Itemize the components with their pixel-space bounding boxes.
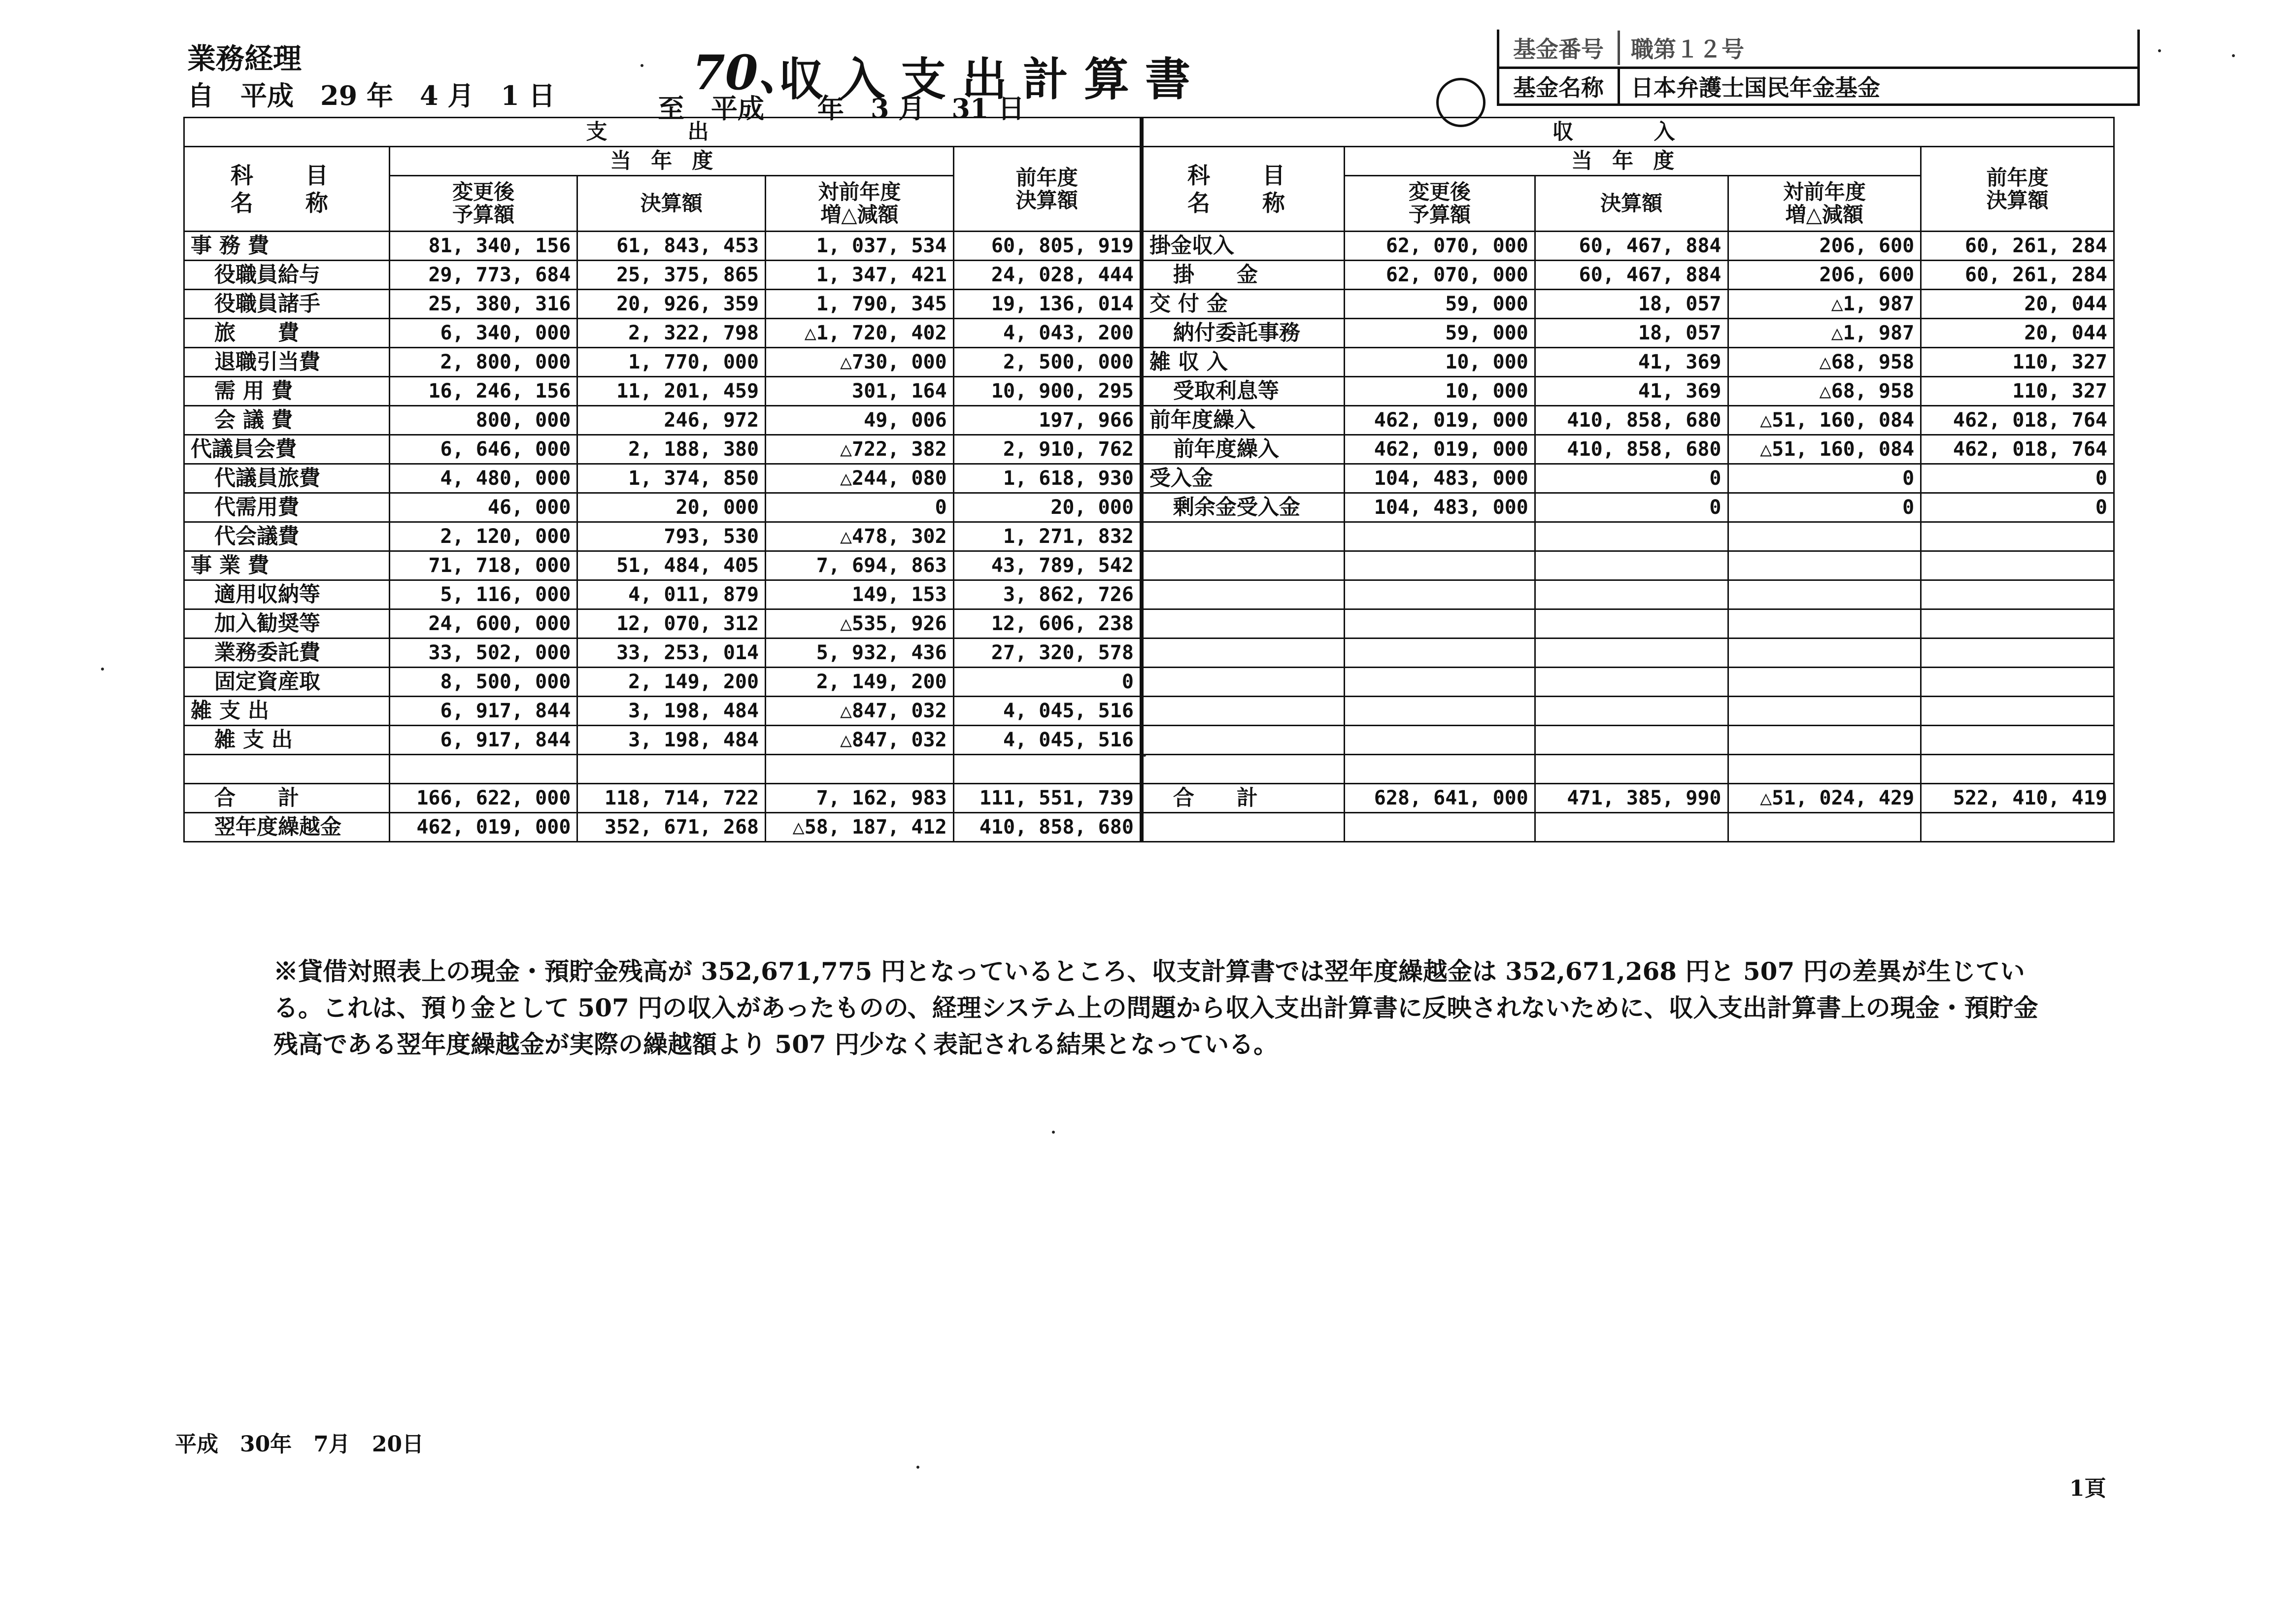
expense-prev-cell: 1, 618, 930 — [953, 464, 1142, 493]
income-item-name: 受取利息等 — [1142, 377, 1345, 406]
table-row — [184, 638, 2114, 668]
table-row — [184, 784, 2114, 813]
expense-prev-cell: 410, 858, 680 — [953, 813, 1142, 842]
expense-prev-cell: 12, 606, 238 — [953, 609, 1142, 638]
income-budget-header-line2: 予算額 — [1408, 202, 1471, 227]
income-actual-cell: 41, 369 — [1535, 377, 1728, 406]
expense-diff-cell: △1, 720, 402 — [766, 319, 954, 348]
income-diff-cell: △51, 160, 084 — [1728, 435, 1921, 464]
expense-prev-cell: 4, 043, 200 — [953, 319, 1142, 348]
income-prev-cell: 60, 261, 284 — [1921, 261, 2114, 290]
income-item-name — [1142, 726, 1345, 755]
table-row — [184, 522, 2114, 551]
expense-actual-cell: 25, 375, 865 — [577, 261, 766, 290]
expense-diff-cell: 7, 162, 983 — [766, 784, 954, 813]
table-row — [184, 406, 2114, 435]
expense-item-name: 事 業 費 — [184, 551, 390, 580]
income-item-name: 合 計 — [1142, 784, 1345, 813]
income-budget-cell: 462, 019, 000 — [1345, 435, 1535, 464]
income-group-header: 収 入 — [1142, 118, 2114, 147]
expense-actual-cell: 20, 926, 359 — [577, 290, 766, 319]
income-prev-cell — [1921, 668, 2114, 697]
income-budget-cell: 59, 000 — [1345, 290, 1535, 319]
expense-diff-cell: △722, 382 — [766, 435, 954, 464]
table-row — [184, 290, 2114, 319]
expense-budget-cell: 166, 622, 000 — [389, 784, 577, 813]
expense-diff-cell: 0 — [766, 493, 954, 522]
income-prev-cell: 462, 018, 764 — [1921, 435, 2114, 464]
income-item-name: 前年度繰入 — [1142, 406, 1345, 435]
expense-budget-cell: 25, 380, 316 — [389, 290, 577, 319]
expense-name-header-line2: 名 称 — [230, 189, 343, 216]
expense-budget-header — [389, 176, 577, 232]
expense-actual-cell: 2, 149, 200 — [577, 668, 766, 697]
income-item-name: 交 付 金 — [1142, 290, 1345, 319]
income-budget-cell: 62, 070, 000 — [1345, 232, 1535, 261]
income-prev-cell — [1921, 522, 2114, 551]
income-actual-cell: 410, 858, 680 — [1535, 406, 1728, 435]
income-item-name — [1142, 580, 1345, 609]
expense-actual-cell: 352, 671, 268 — [577, 813, 766, 842]
income-item-name — [1142, 638, 1345, 668]
income-diff-cell: △68, 958 — [1728, 348, 1921, 377]
scan-speck — [101, 668, 104, 671]
document-title: 収入支出計算書 — [778, 53, 1207, 106]
expense-diff-cell: 5, 932, 436 — [766, 638, 954, 668]
expense-prev-cell: 27, 320, 578 — [953, 638, 1142, 668]
income-budget-cell: 59, 000 — [1345, 319, 1535, 348]
expense-item-name: 役職員給与 — [184, 261, 390, 290]
expense-item-name: 退職引当費 — [184, 348, 390, 377]
expense-item-name: 業務委託費 — [184, 638, 390, 668]
income-item-name — [1142, 522, 1345, 551]
income-diff-cell — [1728, 726, 1921, 755]
income-item-name: 雑 収 入 — [1142, 348, 1345, 377]
expense-budget-cell: 6, 340, 000 — [389, 319, 577, 348]
expense-prev-cell: 197, 966 — [953, 406, 1142, 435]
expense-diff-cell: 301, 164 — [766, 377, 954, 406]
income-prev-cell — [1921, 638, 2114, 668]
income-diff-cell — [1728, 551, 1921, 580]
income-actual-header: 決算額 — [1535, 176, 1728, 232]
income-actual-cell: 471, 385, 990 — [1535, 784, 1728, 813]
expense-budget-header-line2: 予算額 — [452, 202, 515, 227]
expense-prev-cell: 4, 045, 516 — [953, 726, 1142, 755]
income-actual-cell: 18, 057 — [1535, 290, 1728, 319]
income-actual-cell — [1535, 755, 1728, 784]
income-prev-cell — [1921, 580, 2114, 609]
table-row — [184, 580, 2114, 609]
expense-budget-cell: 24, 600, 000 — [389, 609, 577, 638]
income-actual-cell — [1535, 813, 1728, 842]
table-row — [184, 609, 2114, 638]
income-item-name — [1142, 755, 1345, 784]
expense-item-name: 旅 費 — [184, 319, 390, 348]
expense-budget-cell: 2, 120, 000 — [389, 522, 577, 551]
income-prev-cell: 60, 261, 284 — [1921, 232, 2114, 261]
income-prev-cell — [1921, 813, 2114, 842]
table-row — [184, 232, 2114, 261]
expense-prev-cell: 60, 805, 919 — [953, 232, 1142, 261]
expense-diff-cell — [766, 755, 954, 784]
table-row — [184, 551, 2114, 580]
expense-item-name: 需 用 費 — [184, 377, 390, 406]
income-budget-header — [1345, 176, 1535, 232]
expense-prev-header — [953, 147, 1142, 232]
income-prev-header-line1: 前年度 — [1986, 165, 2049, 190]
expense-budget-cell: 81, 340, 156 — [389, 232, 577, 261]
expense-prev-cell: 1, 271, 832 — [953, 522, 1142, 551]
scan-speck — [2232, 54, 2235, 57]
expense-item-name: 合 計 — [184, 784, 390, 813]
expense-item-name: 代議員会費 — [184, 435, 390, 464]
table-row — [184, 348, 2114, 377]
expense-actual-cell — [577, 755, 766, 784]
income-budget-header-line1: 変更後 — [1408, 180, 1471, 204]
income-diff-cell — [1728, 638, 1921, 668]
income-budget-cell — [1345, 522, 1535, 551]
expense-prev-cell: 0 — [953, 668, 1142, 697]
income-item-name: 剰余金受入金 — [1142, 493, 1345, 522]
expense-budget-cell: 462, 019, 000 — [389, 813, 577, 842]
income-item-name — [1142, 551, 1345, 580]
expense-item-name: 固定資産取 — [184, 668, 390, 697]
income-prev-cell — [1921, 697, 2114, 726]
scan-speck — [1143, 754, 1146, 757]
expense-current-year-header: 当年度 — [389, 147, 953, 176]
income-diff-cell — [1728, 697, 1921, 726]
income-diff-cell — [1728, 522, 1921, 551]
income-diff-cell: 206, 600 — [1728, 261, 1921, 290]
period-to: 至 平成 年 3 月 31 日 — [658, 93, 1025, 124]
expense-item-name: 雑 支 出 — [184, 726, 390, 755]
expense-actual-cell: 2, 188, 380 — [577, 435, 766, 464]
income-budget-cell — [1345, 609, 1535, 638]
income-actual-cell: 410, 858, 680 — [1535, 435, 1728, 464]
expense-name-header-line1: 科 目 — [230, 162, 343, 189]
income-item-name — [1142, 609, 1345, 638]
expense-budget-cell: 2, 800, 000 — [389, 348, 577, 377]
income-actual-cell — [1535, 697, 1728, 726]
expense-group-header: 支 出 — [184, 118, 1142, 147]
income-budget-cell — [1345, 697, 1535, 726]
income-budget-cell: 10, 000 — [1345, 377, 1535, 406]
income-name-header — [1142, 147, 1345, 232]
fund-info-box — [1497, 30, 2140, 106]
income-prev-cell: 20, 044 — [1921, 319, 2114, 348]
income-prev-cell — [1921, 726, 2114, 755]
scan-speck — [2158, 49, 2161, 52]
expense-item-name: 代会議費 — [184, 522, 390, 551]
income-diff-cell — [1728, 755, 1921, 784]
expense-item-name: 適用収納等 — [184, 580, 390, 609]
income-item-name: 納付委託事務 — [1142, 319, 1345, 348]
income-prev-cell — [1921, 551, 2114, 580]
income-item-name: 受入金 — [1142, 464, 1345, 493]
income-item-name — [1142, 668, 1345, 697]
income-budget-cell: 10, 000 — [1345, 348, 1535, 377]
expense-item-name: 加入勧奨等 — [184, 609, 390, 638]
expense-diff-cell: △58, 187, 412 — [766, 813, 954, 842]
department-label: 業務経理 — [187, 42, 302, 75]
fund-number-label: 基金番号 — [1499, 31, 1620, 65]
income-diff-header-line2: 増△減額 — [1785, 202, 1863, 227]
expense-prev-cell: 2, 500, 000 — [953, 348, 1142, 377]
income-budget-cell: 104, 483, 000 — [1345, 464, 1535, 493]
expense-item-name: 代需用費 — [184, 493, 390, 522]
income-actual-cell: 60, 467, 884 — [1535, 261, 1728, 290]
income-diff-cell — [1728, 813, 1921, 842]
income-budget-cell — [1345, 580, 1535, 609]
expense-actual-cell: 2, 322, 798 — [577, 319, 766, 348]
table-row — [184, 813, 2114, 842]
expense-diff-cell: △535, 926 — [766, 609, 954, 638]
expense-diff-header — [766, 176, 954, 232]
income-diff-cell: △51, 024, 429 — [1728, 784, 1921, 813]
expense-diff-cell: 1, 347, 421 — [766, 261, 954, 290]
footer-date: 平成 30年 7月 20日 — [175, 1432, 424, 1457]
income-diff-cell: △68, 958 — [1728, 377, 1921, 406]
expense-actual-cell: 118, 714, 722 — [577, 784, 766, 813]
fund-number-row — [1499, 31, 2137, 65]
expense-diff-header-line1: 対前年度 — [818, 180, 901, 204]
income-budget-cell — [1345, 726, 1535, 755]
income-budget-cell: 104, 483, 000 — [1345, 493, 1535, 522]
expense-actual-cell: 12, 070, 312 — [577, 609, 766, 638]
income-diff-cell: 206, 600 — [1728, 232, 1921, 261]
table-row — [184, 261, 2114, 290]
income-budget-cell — [1345, 638, 1535, 668]
income-item-name — [1142, 697, 1345, 726]
expense-actual-cell: 4, 011, 879 — [577, 580, 766, 609]
expense-diff-header-line2: 増△減額 — [820, 202, 899, 227]
expense-diff-cell: △478, 302 — [766, 522, 954, 551]
income-name-header-line1: 科 目 — [1187, 162, 1300, 189]
income-diff-cell — [1728, 580, 1921, 609]
income-budget-cell — [1345, 551, 1535, 580]
income-prev-cell — [1921, 755, 2114, 784]
income-actual-cell — [1535, 638, 1728, 668]
expense-diff-cell: 149, 153 — [766, 580, 954, 609]
income-prev-header-line2: 決算額 — [1986, 188, 2049, 212]
expense-prev-cell: 20, 000 — [953, 493, 1142, 522]
expense-diff-cell: △244, 080 — [766, 464, 954, 493]
table-row — [184, 726, 2114, 755]
income-budget-cell — [1345, 755, 1535, 784]
income-diff-cell: 0 — [1728, 493, 1921, 522]
income-diff-header — [1728, 176, 1921, 232]
income-actual-cell — [1535, 668, 1728, 697]
income-item-name — [1142, 813, 1345, 842]
income-current-year-header: 当年度 — [1345, 147, 1921, 176]
expense-prev-cell: 43, 789, 542 — [953, 551, 1142, 580]
expense-budget-header-line1: 変更後 — [452, 180, 515, 204]
income-actual-cell: 18, 057 — [1535, 319, 1728, 348]
income-budget-cell: 628, 641, 000 — [1345, 784, 1535, 813]
expense-budget-cell: 800, 000 — [389, 406, 577, 435]
income-name-header-line2: 名 称 — [1187, 189, 1300, 216]
expense-actual-cell: 1, 770, 000 — [577, 348, 766, 377]
expense-actual-cell: 793, 530 — [577, 522, 766, 551]
income-actual-cell — [1535, 522, 1728, 551]
income-actual-cell: 0 — [1535, 493, 1728, 522]
expense-diff-cell: △847, 032 — [766, 697, 954, 726]
table-row — [184, 668, 2114, 697]
expense-prev-header-line2: 決算額 — [1015, 188, 1078, 212]
income-diff-cell — [1728, 609, 1921, 638]
income-prev-cell: 0 — [1921, 493, 2114, 522]
income-diff-header-line1: 対前年度 — [1783, 180, 1866, 204]
fund-name-row — [1499, 67, 2137, 103]
expense-budget-cell: 6, 917, 844 — [389, 697, 577, 726]
expense-prev-cell: 2, 910, 762 — [953, 435, 1142, 464]
scan-speck — [916, 1466, 919, 1469]
income-budget-cell: 62, 070, 000 — [1345, 261, 1535, 290]
scan-speck — [641, 64, 643, 67]
income-diff-cell — [1728, 668, 1921, 697]
expense-actual-cell: 246, 972 — [577, 406, 766, 435]
expense-budget-cell: 5, 116, 000 — [389, 580, 577, 609]
income-diff-cell: △51, 160, 084 — [1728, 406, 1921, 435]
expense-name-header — [184, 147, 390, 232]
table-body — [184, 232, 2114, 842]
expense-item-name: 役職員諸手 — [184, 290, 390, 319]
expense-diff-cell: △730, 000 — [766, 348, 954, 377]
income-actual-cell — [1535, 580, 1728, 609]
income-prev-cell: 462, 018, 764 — [1921, 406, 2114, 435]
expense-prev-cell: 3, 862, 726 — [953, 580, 1142, 609]
income-actual-cell: 60, 467, 884 — [1535, 232, 1728, 261]
expense-budget-cell: 29, 773, 684 — [389, 261, 577, 290]
income-budget-cell — [1345, 668, 1535, 697]
income-prev-cell: 110, 327 — [1921, 377, 2114, 406]
income-prev-cell — [1921, 609, 2114, 638]
expense-actual-cell: 20, 000 — [577, 493, 766, 522]
fund-name-value: 日本弁護士国民年金基金 — [1631, 74, 1880, 101]
expense-item-name — [184, 755, 390, 784]
expense-actual-cell: 11, 201, 459 — [577, 377, 766, 406]
income-prev-header — [1921, 147, 2114, 232]
expense-actual-header: 決算額 — [577, 176, 766, 232]
expense-budget-cell: 6, 646, 000 — [389, 435, 577, 464]
expense-item-name: 会 議 費 — [184, 406, 390, 435]
income-actual-cell: 0 — [1535, 464, 1728, 493]
expense-budget-cell: 4, 480, 000 — [389, 464, 577, 493]
table-row — [184, 377, 2114, 406]
fund-name-label: 基金名称 — [1499, 69, 1620, 103]
table-row — [184, 493, 2114, 522]
income-actual-cell — [1535, 551, 1728, 580]
expense-diff-cell: 7, 694, 863 — [766, 551, 954, 580]
table-row — [184, 755, 2114, 784]
income-prev-cell: 0 — [1921, 464, 2114, 493]
fund-number-value: 職第１２号 — [1631, 36, 1744, 63]
expense-diff-cell: 49, 006 — [766, 406, 954, 435]
income-item-name: 前年度繰入 — [1142, 435, 1345, 464]
expense-actual-cell: 3, 198, 484 — [577, 697, 766, 726]
expense-prev-cell: 10, 900, 295 — [953, 377, 1142, 406]
income-item-name: 掛金収入 — [1142, 232, 1345, 261]
table-row — [184, 464, 2114, 493]
expense-prev-cell: 24, 028, 444 — [953, 261, 1142, 290]
income-expense-table — [183, 117, 2115, 842]
income-diff-cell: 0 — [1728, 464, 1921, 493]
expense-budget-cell: 33, 502, 000 — [389, 638, 577, 668]
expense-actual-cell: 3, 198, 484 — [577, 726, 766, 755]
scan-speck — [1052, 1131, 1055, 1134]
expense-actual-cell: 51, 484, 405 — [577, 551, 766, 580]
expense-prev-cell: 4, 045, 516 — [953, 697, 1142, 726]
expense-diff-cell: 1, 790, 345 — [766, 290, 954, 319]
expense-diff-cell: 1, 037, 534 — [766, 232, 954, 261]
income-actual-cell — [1535, 726, 1728, 755]
expense-actual-cell: 33, 253, 014 — [577, 638, 766, 668]
table-row — [184, 435, 2114, 464]
expense-prev-cell: 19, 136, 014 — [953, 290, 1142, 319]
income-budget-cell — [1345, 813, 1535, 842]
expense-item-name: 事 務 費 — [184, 232, 390, 261]
expense-item-name: 翌年度繰越金 — [184, 813, 390, 842]
income-diff-cell: △1, 987 — [1728, 290, 1921, 319]
expense-prev-cell: 111, 551, 739 — [953, 784, 1142, 813]
period-from: 自 平成 29 年 4 月 1 日 — [187, 80, 555, 111]
income-actual-cell — [1535, 609, 1728, 638]
income-budget-cell: 462, 019, 000 — [1345, 406, 1535, 435]
expense-item-name: 雑 支 出 — [184, 697, 390, 726]
expense-budget-cell: 8, 500, 000 — [389, 668, 577, 697]
income-actual-cell: 41, 369 — [1535, 348, 1728, 377]
expense-diff-cell: 2, 149, 200 — [766, 668, 954, 697]
expense-budget-cell: 71, 718, 000 — [389, 551, 577, 580]
expense-budget-cell: 6, 917, 844 — [389, 726, 577, 755]
expense-prev-header-line1: 前年度 — [1015, 165, 1078, 190]
expense-budget-cell: 16, 246, 156 — [389, 377, 577, 406]
expense-actual-cell: 61, 843, 453 — [577, 232, 766, 261]
income-prev-cell: 110, 327 — [1921, 348, 2114, 377]
table-row — [184, 697, 2114, 726]
expense-item-name: 代議員旅費 — [184, 464, 390, 493]
income-prev-cell: 522, 410, 419 — [1921, 784, 2114, 813]
discrepancy-note: ※貸借対照表上の現金・預貯金残高が 352,671,775 円となっているところ、収支計算書では翌年度繰越金は 352,671,268 円と 507 円の差異が生じている。これは、預り金として 507 円の収入があったものの、経理システム上の問題から収入支出計算書に反映されないために、収入支出計算書上の現金・預貯金残高である翌年度繰越金が実際の繰越額より 507 円少なく表記される結果となっている。 — [273, 957, 2038, 1059]
table-row — [184, 319, 2114, 348]
expense-prev-cell — [953, 755, 1142, 784]
expense-budget-cell: 46, 000 — [389, 493, 577, 522]
income-item-name: 掛 金 — [1142, 261, 1345, 290]
document-number-fragment: 70、 — [692, 45, 806, 101]
income-prev-cell: 20, 044 — [1921, 290, 2114, 319]
expense-budget-cell — [389, 755, 577, 784]
expense-actual-cell: 1, 374, 850 — [577, 464, 766, 493]
expense-diff-cell: △847, 032 — [766, 726, 954, 755]
income-diff-cell: △1, 987 — [1728, 319, 1921, 348]
page-number: 1頁 — [2069, 1476, 2106, 1501]
